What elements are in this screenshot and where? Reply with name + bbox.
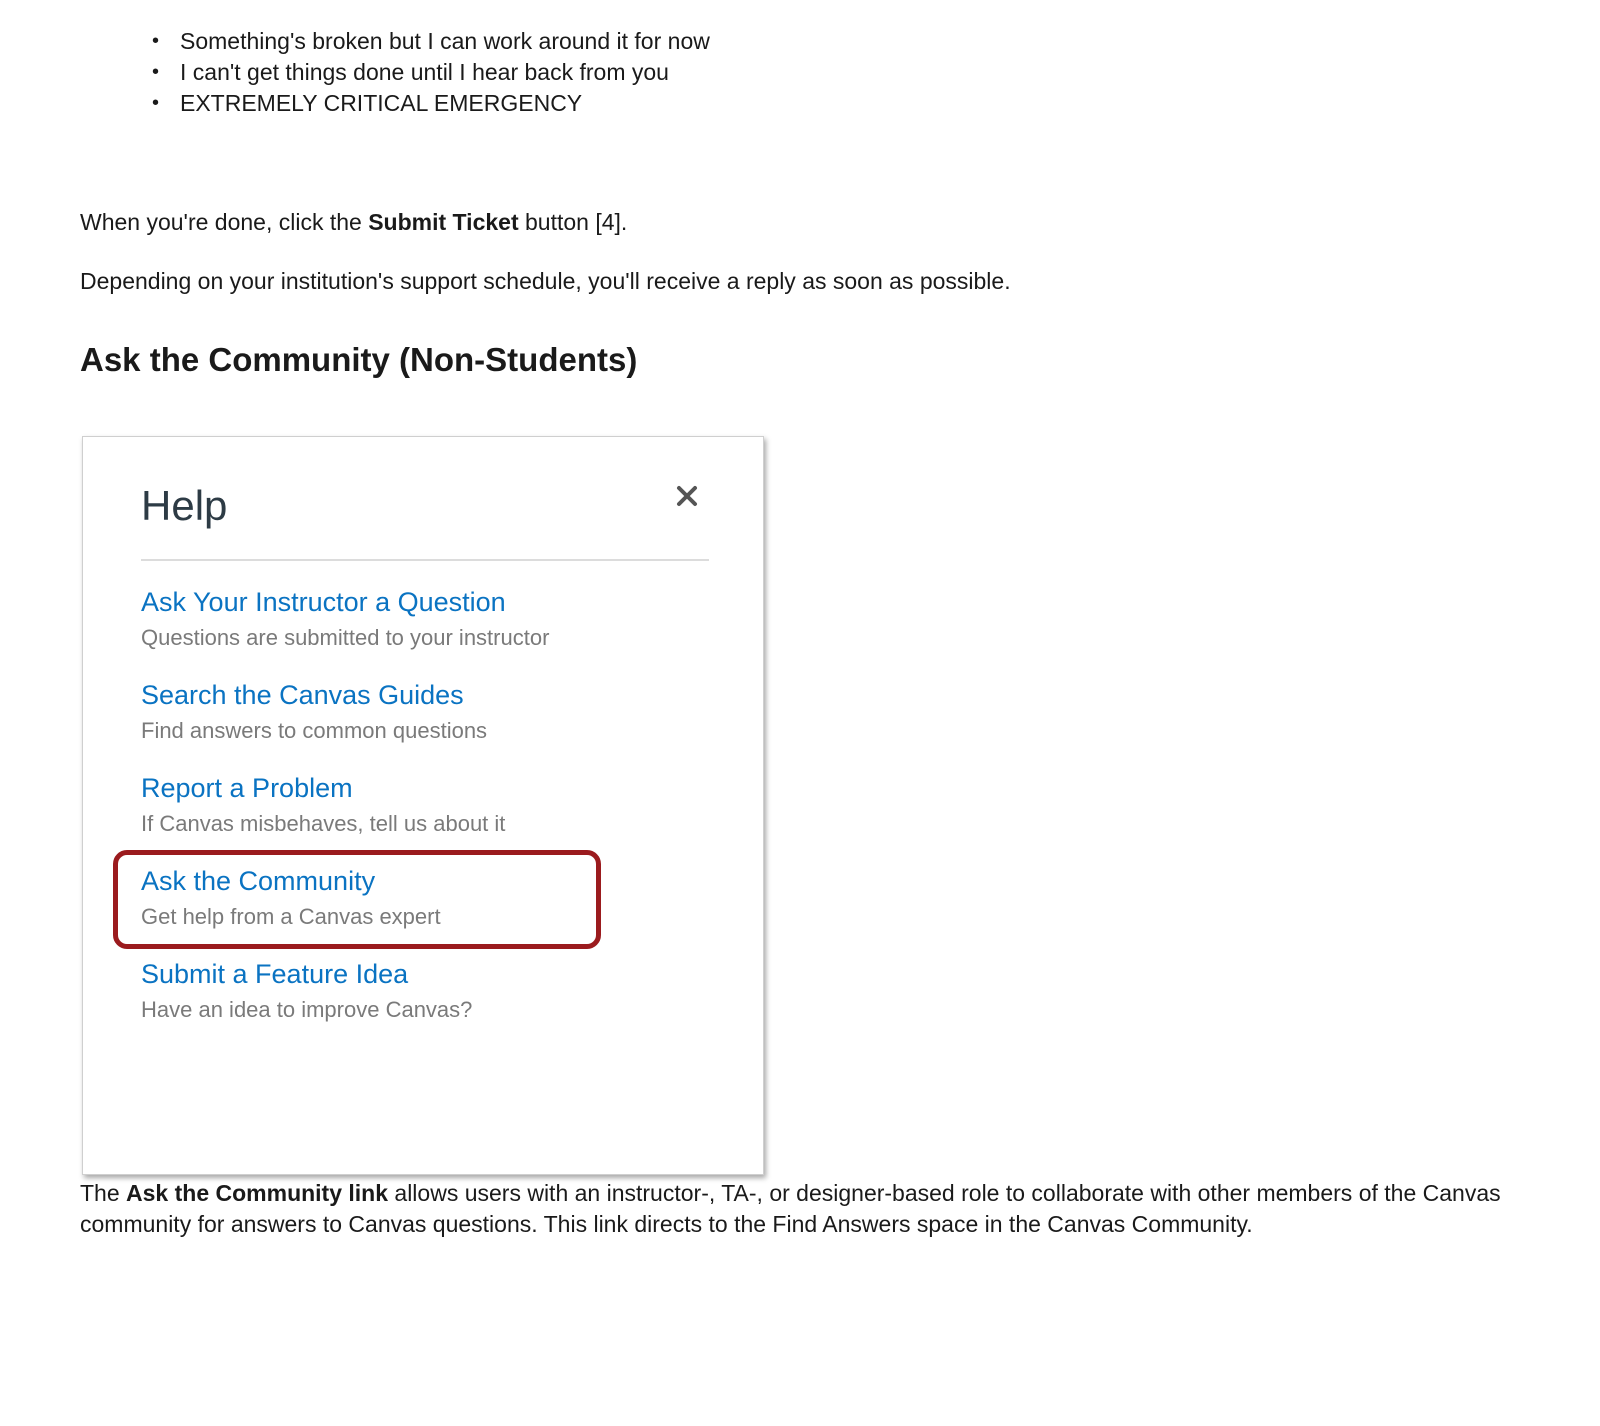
help-desc: Get help from a Canvas expert [141,904,441,929]
section-heading: Ask the Community (Non-Students) [80,341,638,378]
help-item-ask-instructor[interactable] [141,585,549,653]
help-link[interactable]: Search the Canvas Guides [141,680,464,710]
list-item: • I can't get things done until I hear back from you [150,57,710,88]
help-link[interactable]: Report a Problem [141,773,353,803]
reply-info: Depending on your institution's support schedule, you'll receive a reply as soon as possible. [80,268,1011,294]
help-desc: If Canvas misbehaves, tell us about it [141,811,506,836]
divider [141,559,709,561]
bullet-icon: • [152,92,160,114]
help-desc: Questions are submitted to your instructor [141,625,550,650]
help-item-search-guides[interactable] [141,678,487,746]
help-link[interactable]: Ask the Community [141,866,376,896]
help-item-report-problem[interactable] [141,771,505,839]
help-desc: Find answers to common questions [141,718,488,743]
list-item: • Something's broken but I can work around it for now [150,26,710,57]
bullet-icon: • [152,30,160,52]
help-link[interactable]: Submit a Feature Idea [141,959,409,989]
help-desc: Have an idea to improve Canvas? [141,997,473,1022]
submit-instruction: When you're done, click the Submit Ticket button [4]. [80,209,628,235]
help-title: Help [141,482,228,529]
help-item-ask-community[interactable] [141,864,441,932]
bullet-list [150,26,710,119]
bullet-icon: • [152,61,160,83]
help-panel-screenshot [82,436,764,1175]
help-link[interactable]: Ask Your Instructor a Question [141,587,506,617]
list-item: • EXTREMELY CRITICAL EMERGENCY [150,88,710,119]
close-icon[interactable] [673,482,701,510]
help-item-feature-idea[interactable] [141,957,472,1025]
community-description: The Ask the Community link allows users with an instructor-, TA-, or designer-based role to collaborate with other members of the Canvas community for answers to Canvas questions. This link directs to the Find Answers space in the Canvas Community. [80,1180,1501,1237]
